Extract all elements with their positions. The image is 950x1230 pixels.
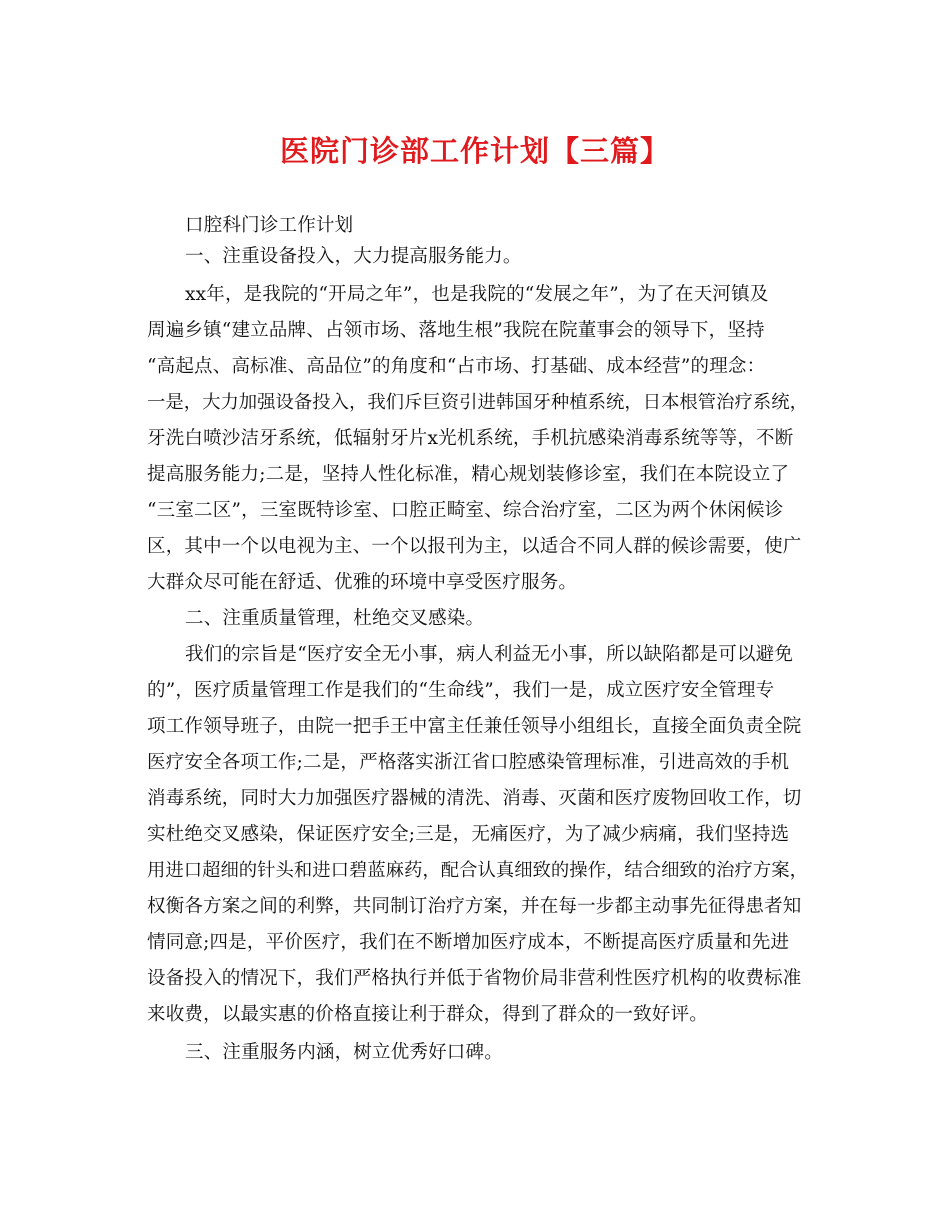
- text-line: 来收费，以最实惠的价格直接让利于群众，得到了群众的一致好评。: [147, 1004, 709, 1025]
- text-line: “三室二区”，三室既特诊室、口腔正畸室、综合治疗室，二区为两个休闲候诊: [147, 500, 784, 521]
- text-line: “高起点、高标准、高品位”的角度和“占市场、打基础、成本经营”的理念：: [147, 356, 766, 377]
- text-line: 实杜绝交叉感染，保证医疗安全;三是，无痛医疗，为了减少病痛，我们坚持选: [147, 824, 790, 845]
- document-title: 医院门诊部工作计划【三篇】: [279, 134, 670, 168]
- text-line: 消毒系统，同时大力加强医疗器械的清洗、消毒、灭菌和医疗废物回收工作，切: [147, 788, 802, 809]
- text-line: 项工作领导班子，由院一把手王中富主任兼任领导小组组长，直接全面负责全院: [147, 716, 802, 737]
- text-line: 二、注重质量管理，杜绝交叉感染。: [185, 608, 485, 629]
- text-line: 牙洗白喷沙洁牙系统，低辐射牙片x光机系统，手机抗感染消毒系统等等，不断: [147, 428, 794, 449]
- text-line: 提高服务能力;二是，坚持人性化标准，精心规划装修诊室，我们在本院设立了: [147, 464, 790, 485]
- text-line: 的”，医疗质量管理工作是我们的“生命线”，我们一是，成立医疗安全管理专: [147, 680, 775, 701]
- text-line: 周遍乡镇“建立品牌、占领市场、落地生根”我院在院董事会的领导下，坚持: [147, 320, 765, 341]
- text-line: 用进口超细的针头和进口碧蓝麻药，配合认真细致的操作，结合细致的治疗方案，: [147, 860, 808, 881]
- text-line: 权衡各方案之间的利弊，共同制订治疗方案，并在每一步都主动事先征得患者知: [147, 896, 802, 917]
- text-line: 区，其中一个以电视为主、一个以报刊为主，以适合不同人群的候诊需要，使广: [147, 536, 802, 557]
- text-line: 设备投入的情况下，我们严格执行并低于省物价局非营利性医疗机构的收费标准: [147, 968, 802, 989]
- text-line: 医疗安全各项工作;二是，严格落实浙江省口腔感染管理标准，引进高效的手机: [147, 752, 790, 773]
- text-line: 三、注重服务内涵，树立优秀好口碑。: [185, 1042, 503, 1063]
- text-line: 一是，大力加强设备投入，我们斥巨资引进韩国牙种植系统，日本根管治疗系统，: [147, 392, 808, 413]
- text-line: 口腔科门诊工作计划: [185, 215, 354, 236]
- text-line: 一、注重设备投入，大力提高服务能力。: [185, 246, 522, 267]
- text-line: 大群众尽可能在舒适、优雅的环境中享受医疗服务。: [147, 572, 578, 593]
- text-line: 情同意;四是，平价医疗，我们在不断增加医疗成本，不断提高医疗质量和先进: [147, 932, 790, 953]
- text-line: xx年，是我院的“开局之年”，也是我院的“发展之年”，为了在天河镇及: [185, 284, 769, 305]
- text-line: 我们的宗旨是“医疗安全无小事，病人利益无小事，所以缺陷都是可以避免: [185, 644, 794, 665]
